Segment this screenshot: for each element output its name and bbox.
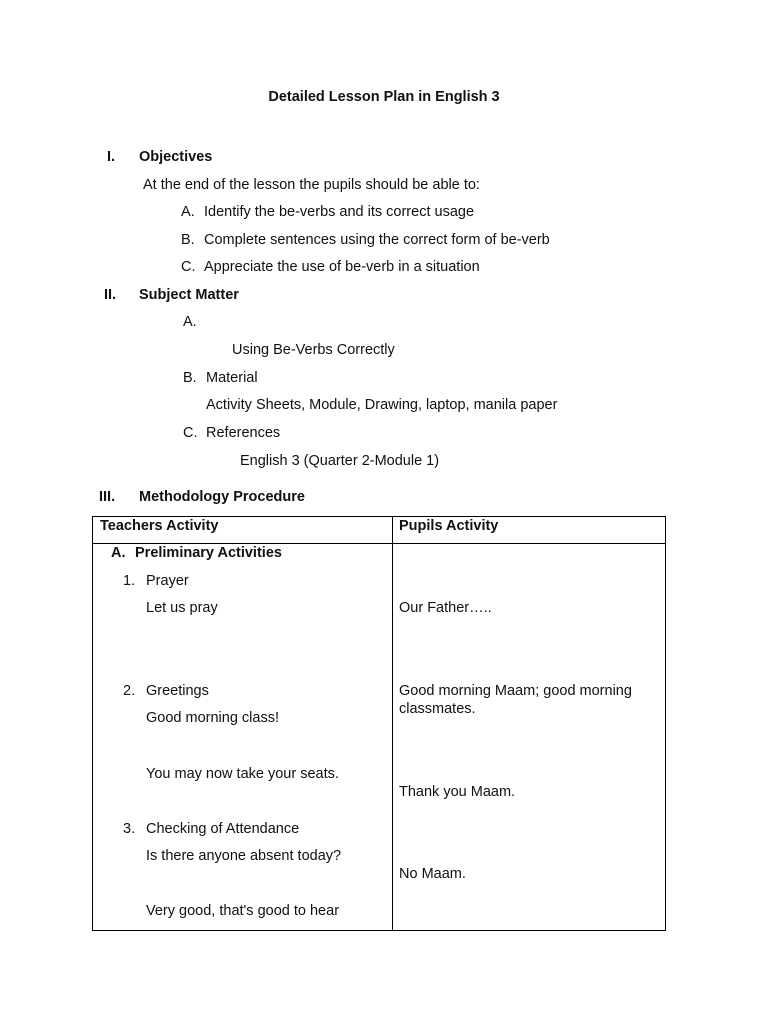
subject-letter: A.	[183, 314, 197, 330]
subject-label: References	[206, 425, 281, 441]
subject-detail: Using Be-Verbs Correctly	[232, 342, 395, 358]
subject-letter: C.	[183, 425, 198, 441]
objective-text: Appreciate the use of be-verb in a situation	[204, 259, 480, 275]
step-number: 3.	[123, 821, 136, 837]
objective-text: Complete sentences using the correct form of be-verb	[204, 232, 550, 248]
objective-letter: C.	[181, 259, 196, 275]
preliminary-letter: A.	[111, 545, 126, 561]
step-label-prayer: Prayer	[146, 573, 189, 589]
table-row	[93, 544, 666, 931]
teacher-line: Good morning class!	[146, 710, 279, 726]
teacher-line: Let us pray	[146, 600, 218, 616]
table-header-row	[93, 517, 666, 544]
pupil-line: Thank you Maam.	[399, 784, 516, 800]
section-numeral: I.	[107, 149, 116, 165]
pupil-line: No Maam.	[399, 866, 466, 882]
step-label-attendance: Checking of Attendance	[146, 821, 300, 837]
subject-detail: English 3 (Quarter 2-Module 1)	[240, 453, 440, 469]
teacher-line: Is there anyone absent today?	[146, 848, 342, 864]
step-label-greetings: Greetings	[146, 683, 209, 699]
section-numeral: II.	[104, 287, 117, 303]
objective-letter: B.	[181, 232, 195, 248]
pupil-line: Our Father…..	[399, 600, 492, 616]
methodology-table	[92, 516, 666, 931]
section-numeral: III.	[99, 489, 116, 505]
header-cell	[93, 517, 393, 544]
pupil-line: Good morning Maam; good morning classmates.	[399, 683, 632, 717]
step-number: 2.	[123, 683, 136, 699]
subject-letter: B.	[183, 370, 197, 386]
subject-label: Material	[206, 370, 258, 386]
subject-detail: Activity Sheets, Module, Drawing, laptop, manila paper	[206, 397, 558, 413]
preliminary-heading: Preliminary Activities	[135, 545, 282, 561]
objectives-intro: At the end of the lesson the pupils should be able to:	[143, 177, 480, 193]
section-heading-methodology: Methodology Procedure	[139, 489, 305, 505]
section-heading-objectives: Objectives	[139, 149, 213, 165]
document-title: Detailed Lesson Plan in English 3	[268, 89, 500, 105]
objective-text: Identify the be-verbs and its correct usage	[204, 204, 475, 220]
step-number: 1.	[123, 573, 136, 589]
objective-letter: A.	[181, 204, 195, 220]
teacher-cell	[93, 544, 393, 931]
header-teachers-activity: Teachers Activity	[100, 518, 219, 534]
header-cell	[393, 517, 666, 544]
pupil-cell	[393, 544, 666, 931]
section-heading-subject-matter: Subject Matter	[139, 287, 239, 303]
teacher-line: You may now take your seats.	[146, 766, 339, 782]
header-pupils-activity: Pupils Activity	[399, 518, 499, 534]
teacher-line: Very good, that's good to hear	[146, 903, 340, 919]
